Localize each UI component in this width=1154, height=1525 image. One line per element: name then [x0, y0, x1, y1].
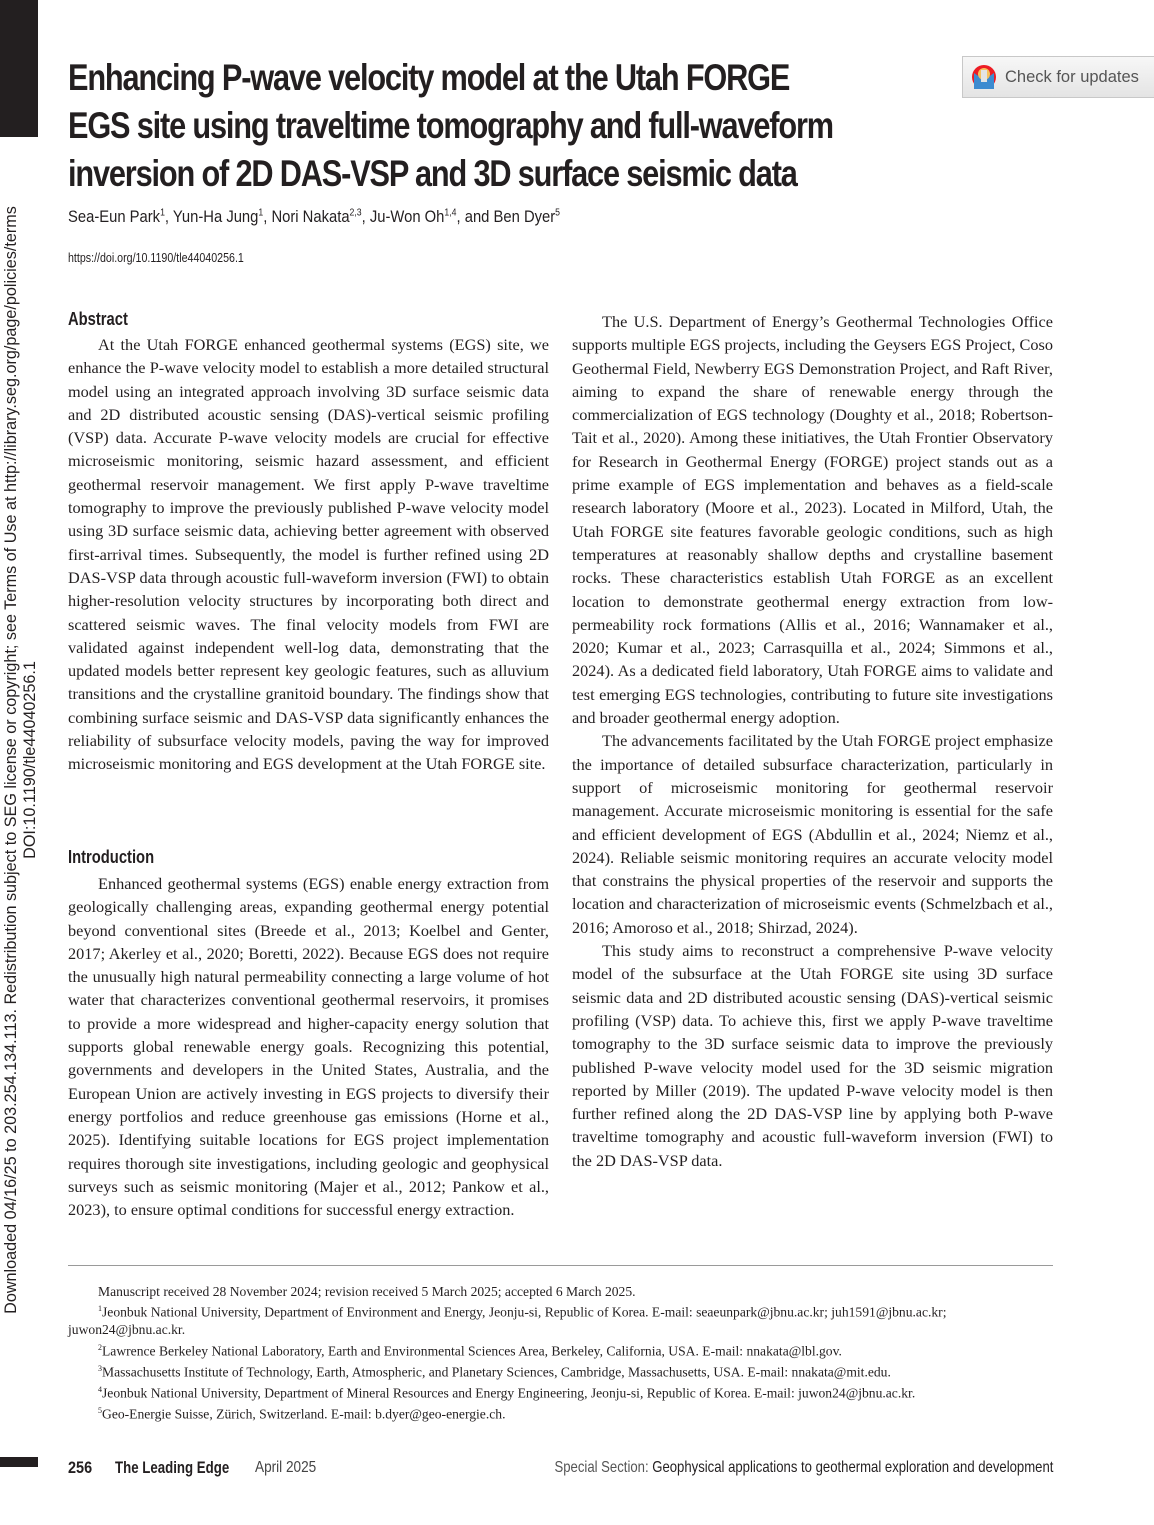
paragraph: This study aims to reconstruct a comprehensive P-wave velocity model of the subsurface at the Utah FORGE site using 3D surface seismic data and 2D distributed acoustic sensing (DAS)-vertical seismic profiling (VSP) data. To achieve this, first we apply P-wave traveltime tomography to the 3D surface seismic data to improve the previously published P-wave velocity model used for the 3D seismic migration reported by Miller (2019). The updated P-wave velocity model is then further refined along the 2D DAS-VSP line by applying both P-wave traveltime tomography and acoustic full-waveform inversion (FWI) to the 2D DAS-VSP data.	[572, 941, 1053, 1170]
author-affiliation: 5	[555, 207, 561, 219]
download-notice	[2, 155, 40, 1365]
doi-notice-line: DOI:10.1190/tle44040256.1	[21, 661, 39, 859]
author-separator: ,	[164, 207, 173, 226]
doi-link[interactable]: https://doi.org/10.1190/tle44040256.1	[68, 250, 244, 265]
check-for-updates-button[interactable]	[962, 56, 1154, 98]
special-section	[554, 1459, 1053, 1477]
affiliation-number: 5	[98, 1405, 102, 1415]
paragraph: The advancements facilitated by the Utah FORGE project emphasize the importance of detailed subsurface characterization, particularly in support of microseismic monitoring for geothermal reservoir management. Accurate microseismic monitoring is essential for the safe and efficient development of EGS (Abdullin et al., 2024; Niemz et al., 2024). Reliable seismic monitoring requires an accurate velocity model that constrains the physical properties of the reservoir and supports the location and characterization of microseismic events (Schmelzbach et al., 2016; Amoroso et al., 2018; Shirzad, 2024).	[572, 731, 1053, 937]
author-affiliation: 1,4	[444, 207, 457, 219]
affiliation-text: Geo-Energie Suisse, Zürich, Switzerland. E-mail: b.dyer@geo-energie.ch.	[102, 1406, 506, 1422]
introduction-text: Enhanced geothermal systems (EGS) enable energy extraction from geologically challenging areas, expanding geothermal energy potential beyond conventional sites (Breede et al., 2013; Koelbel and Genter, 2017; Akerley et al., 2020; Boretti, 2022). Because EGS does not require the unusually high natural permeability connecting a large volume of hot water that characterizes conventional geothermal reservoirs, it promises to provide a more widespread and higher-capacity energy solution that supports global renewable energy goals. Recognizing this potential, governments and developers in the United States, Australia, and the European Union are actively investing in EGS projects to diversify their energy portfolios and reduce greenhouse gas emissions (Horne et al., 2025). Identifying suitable locations for EGS project implementation requires thorough site investigations, including geologic and geophysical surveys such as seismic monitoring (Majer et al., 2012; Pankow et al., 2023), to ensure optimal conditions for successful energy extraction.	[68, 874, 549, 1220]
author-name: Nori Nakata	[271, 207, 350, 226]
affiliation-text: Lawrence Berkeley National Laboratory, Earth and Environmental Sciences Area, Berkeley, California, USA. E-mail: nnakata@lbl.gov.	[102, 1343, 842, 1359]
page-footer	[68, 1458, 1053, 1482]
author-separator: ,	[361, 207, 370, 226]
section-title: Geophysical applications to geothermal exploration and development	[651, 1459, 1053, 1476]
abstract-heading: Abstract	[68, 309, 128, 329]
footnotes	[68, 1283, 1058, 1423]
affiliation-text: Jeonbuk National University, Department of Mineral Resources and Energy Engineering, Jeonju-si, Republic of Korea. E-mail: juwon24@jbnu.ac.kr.	[102, 1385, 916, 1401]
article-title	[68, 54, 833, 198]
author-affiliation: 1	[258, 207, 264, 219]
page-number: 256	[68, 1458, 93, 1477]
crossmark-icon	[971, 63, 997, 91]
affiliation-note	[68, 1402, 1058, 1423]
issue-date: April 2025	[255, 1459, 317, 1476]
right-column	[572, 310, 1053, 1172]
author-name: Ben Dyer	[493, 207, 556, 226]
author-separator: , and	[456, 207, 494, 226]
affiliation-text: Jeonbuk National University, Department of Environment and Energy, Jeonju-si, Republic of Korea. E-mail: seaeunpark@jbnu.ac.kr; juh1591@jbnu.ac.kr; juwon24@jbnu.ac.kr.	[68, 1304, 947, 1338]
affiliation-number: 1	[98, 1304, 102, 1314]
affiliation-number: 3	[98, 1363, 102, 1373]
paragraph: The U.S. Department of Energy’s Geothermal Technologies Office supports multiple EGS projects, including the Geysers EGS Project, Coso Geothermal Field, Newberry EGS Demonstration Project, and Raft River, aiming to expand the share of renewable energy through the commercialization of EGS technology (Doughty et al., 2018; Robertson-Tait et al., 2020). Among these initiatives, the Utah Frontier Observatory for Research in Geothermal Energy (FORGE) project stands out as a prime example of EGS implementation and behaves as a field-scale research laboratory (Moore et al., 2023). Located in Milford, Utah, the Utah FORGE site features favorable geologic conditions, such as high temperatures at reasonably shallow depths and crystalline basement rocks. These characteristics establish Utah FORGE as an excellent location to demonstrate geothermal energy extraction from low-permeability rock formations (Allis et al., 2016; Wannamaker et al., 2020; Kumar et al., 2023; Carrasquilla et al., 2024; Simmons et al., 2024). As a dedicated field laboratory, Utah FORGE aims to validate and test emerging EGS technologies, contributing to future site investigations and broader geothermal energy adoption.	[572, 312, 1053, 728]
affiliation-note	[68, 1381, 1058, 1402]
side-bar-bottom	[0, 1457, 38, 1467]
footnote-divider	[68, 1265, 1053, 1266]
author-separator: ,	[263, 207, 272, 226]
side-bar-top	[0, 0, 38, 137]
check-for-updates-label: Check for updates	[1005, 67, 1139, 86]
introduction-heading: Introduction	[68, 847, 155, 867]
title-line: Enhancing P-wave velocity model at the Utah FORGE	[68, 57, 790, 98]
author-affiliation: 2,3	[349, 207, 362, 219]
affiliation-text: Massachusetts Institute of Technology, Earth, Atmospheric, and Planetary Sciences, Cambridge, Massachusetts, USA. E-mail: nnakata@mit.edu.	[102, 1364, 891, 1380]
affiliation-number: 4	[98, 1384, 102, 1394]
title-line: inversion of 2D DAS-VSP and 3D surface seismic data	[68, 153, 797, 194]
affiliation-number: 2	[98, 1342, 102, 1352]
journal-name: The Leading Edge	[115, 1458, 230, 1477]
download-notice-line: Downloaded 04/16/25 to 203.254.134.113. Redistribution subject to SEG license or copyright; see Terms of Use at http://library.seg.org/page/policies/terms	[2, 206, 20, 1314]
abstract-text: At the Utah FORGE enhanced geothermal systems (EGS) site, we enhance the P-wave velocity model to establish a more detailed structural model using an integrated approach involving 3D surface seismic data and 2D distributed acoustic sensing (DAS)-vertical seismic profiling (VSP) data. Accurate P-wave velocity models are crucial for effective microseismic monitoring, seismic hazard assessment, and efficient geothermal reservoir management. We first apply P-wave traveltime tomography to improve the previously published P-wave velocity model using 3D surface seismic data, achieving better agreement with observed first-arrival times. Subsequently, the model is further refined using 2D DAS-VSP data through acoustic full-waveform inversion (FWI) to obtain higher-resolution velocity structures by incorporating both direct and scattered seismic waves. The final velocity models from FWI are validated against independent well-log data, demonstrating that the updated models better represent key geologic features, such as alluvium transitions and the crystalline granitoid boundary. The findings show that combining surface seismic and DAS-VSP data significantly enhances the reliability of subsurface velocity models, paving the way for improved microseismic monitoring and EGS development at the Utah FORGE site.	[68, 335, 549, 774]
author-name: Sea-Eun Park	[68, 207, 161, 226]
affiliation-note	[68, 1339, 1058, 1360]
title-line: EGS site using traveltime tomography and full-waveform	[68, 105, 833, 146]
author-affiliation: 1	[160, 207, 165, 219]
affiliation-note	[68, 1360, 1058, 1381]
author-name: Yun-Ha Jung	[172, 207, 259, 226]
affiliation-note	[68, 1300, 1058, 1338]
section-label: Special Section:	[554, 1459, 649, 1476]
author-name: Ju-Won Oh	[369, 207, 445, 226]
author-list	[68, 207, 560, 227]
manuscript-received: Manuscript received 28 November 2024; revision received 5 March 2025; accepted 6 March 2025.	[98, 1284, 636, 1299]
